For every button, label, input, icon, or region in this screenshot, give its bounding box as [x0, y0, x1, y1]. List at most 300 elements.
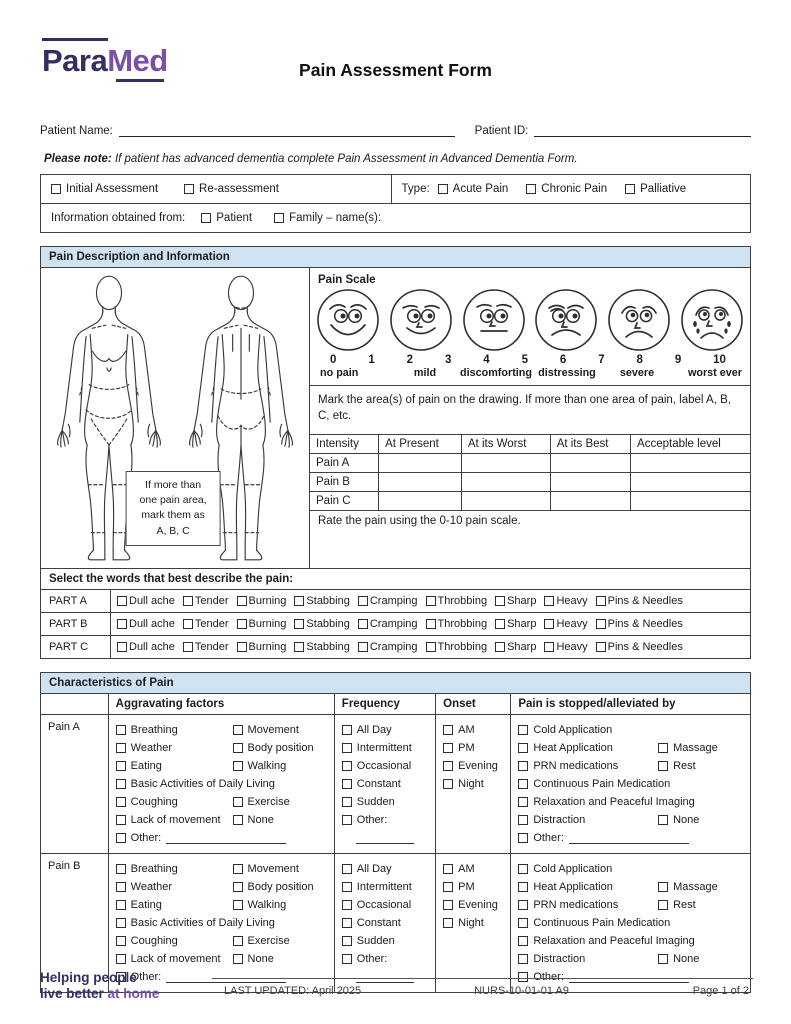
type-label: Type: [401, 183, 430, 195]
patient-name-label: Patient Name: [40, 125, 113, 137]
intensity-row-pain-b [310, 473, 750, 492]
intensity-cell-pain-a-at-its-worst[interactable] [461, 454, 550, 473]
checkbox-label-other: Other: [356, 814, 388, 826]
checkbox-label-patient: Patient [216, 212, 253, 224]
checkbox-pain-b-onset-evening[interactable] [443, 900, 453, 910]
information-source-row [41, 204, 750, 232]
footer-meta [212, 978, 753, 997]
checkbox-label-dull-ache: Dull ache [129, 641, 175, 653]
intensity-cell-pain-a-at-its-best[interactable] [550, 454, 630, 473]
checkbox-label-none: None [247, 814, 274, 826]
checkbox-pain-a-alleviated-distraction[interactable] [518, 815, 528, 825]
checkbox-label-breathing: Breathing [130, 724, 178, 736]
checkbox-info-from-patient[interactable] [201, 213, 211, 223]
checkbox-label-pins-needles: Pins & Needles [607, 618, 683, 630]
intensity-row-label: Pain B [310, 473, 379, 492]
checkbox-label-heavy: Heavy [556, 641, 588, 653]
checkbox-pain-a-alleviated-rest[interactable] [658, 761, 668, 771]
checkbox-pain-b-frequency-sudden[interactable] [342, 936, 352, 946]
checkbox-label-other: Other: [130, 832, 162, 844]
checkbox-label-movement: Movement [247, 724, 299, 736]
checkbox-pain-b-aggravating-coughing[interactable] [116, 936, 126, 946]
checkbox-label-basic-activities-of-daily-living: Basic Activities of Daily Living [130, 778, 275, 790]
descriptor-rows [41, 589, 750, 658]
checkbox-label-none: None [247, 953, 274, 965]
checkbox-pain-b-onset-night[interactable] [443, 918, 453, 928]
checkbox-pain-a-onset-pm[interactable] [443, 743, 453, 753]
checkbox-pain-b-aggravating-weather[interactable] [116, 882, 126, 892]
checkbox-part-b-tender[interactable] [183, 619, 193, 629]
checkbox-pain-b-onset-am[interactable] [443, 864, 453, 874]
intensity-cell-pain-c-at-present[interactable] [379, 492, 462, 511]
checkbox-label-massage: Massage [673, 881, 718, 893]
pain-face-distressing-icon [534, 288, 598, 352]
frequency-cell-pain-a [334, 715, 435, 853]
checkbox-part-c-throbbing[interactable] [426, 642, 436, 652]
checkbox-pain-a-aggravating-breathing[interactable] [116, 725, 126, 735]
scale-label-worst-ever: worst ever [687, 367, 742, 379]
checkbox-label-initial-assessment: Initial Assessment [66, 183, 159, 195]
checkbox-label-stabbing: Stabbing [306, 618, 350, 630]
checkbox-pain-a-aggravating-none[interactable] [233, 815, 243, 825]
checkbox-pain-b-alleviated-distraction[interactable] [518, 954, 528, 964]
checkbox-label-evening: Evening [458, 899, 498, 911]
dementia-note [40, 153, 751, 165]
intensity-row-label: Pain C [310, 492, 379, 511]
intensity-row-pain-c [310, 492, 750, 511]
checkbox-label-intermittent: Intermittent [356, 881, 412, 893]
scale-number-2: 2 [406, 354, 414, 366]
checkbox-label-intermittent: Intermittent [356, 742, 412, 754]
checkbox-part-c-stabbing[interactable] [294, 642, 304, 652]
checkbox-part-a-tender[interactable] [183, 596, 193, 606]
checkbox-label-throbbing: Throbbing [437, 618, 488, 630]
checkbox-label-chronic-pain: Chronic Pain [541, 183, 608, 195]
checkbox-label-stabbing: Stabbing [306, 595, 350, 607]
checkbox-label-palliative: Palliative [640, 183, 687, 195]
descriptor-row-part-a [41, 589, 750, 612]
checkbox-pain-a-aggravating-movement[interactable] [233, 725, 243, 735]
checkbox-pain-b-aggravating-breathing[interactable] [116, 864, 126, 874]
scale-number-3: 3 [444, 354, 452, 366]
pain-scale-title: Pain Scale [318, 274, 376, 286]
checkbox-label-eating: Eating [130, 760, 162, 772]
intensity-table [310, 434, 750, 511]
checkbox-label-sharp: Sharp [507, 641, 537, 653]
scale-number-0: 0 [330, 354, 337, 366]
characteristics-row-pain-a [41, 715, 750, 853]
checkbox-pain-b-alleviated-prn-medications[interactable] [518, 900, 528, 910]
scale-label-discomforting: discomforting [460, 367, 532, 379]
checkbox-label-walking: Walking [247, 760, 287, 772]
checkbox-label-night: Night [458, 778, 484, 790]
intensity-header-acceptable-level: Acceptable level [631, 435, 750, 454]
intensity-header-at-its-best: At its Best [550, 435, 630, 454]
checkbox-label-distraction: Distraction [533, 953, 586, 965]
checkbox-label-all-day: All Day [356, 863, 392, 875]
pain-scale-numbers [310, 352, 750, 366]
descriptor-row-label: PART A [41, 590, 111, 612]
checkbox-label-pins-needles: Pins & Needles [607, 595, 683, 607]
checkbox-part-c-burning[interactable] [237, 642, 247, 652]
checkbox-label-burning: Burning [248, 641, 287, 653]
checkbox-pain-a-frequency-all-day[interactable] [342, 725, 352, 735]
other-write-line-pain-a-aggravating[interactable] [166, 833, 286, 844]
scale-number-10: 10 [713, 354, 726, 366]
checkbox-pain-b-aggravating-eating[interactable] [116, 900, 126, 910]
pain-face-mild-icon [389, 288, 453, 352]
checkbox-pain-a-alleviated-none[interactable] [658, 815, 668, 825]
checkbox-label-continuous-pain-medication: Continuous Pain Medication [533, 917, 671, 929]
onset-cell-pain-a [435, 715, 510, 853]
checkbox-label-burning: Burning [248, 595, 287, 607]
checkbox-label-constant: Constant [356, 778, 401, 790]
checkbox-pain-b-aggravating-body-position[interactable] [233, 882, 243, 892]
checkbox-label-eating: Eating [130, 899, 162, 911]
pain-type-cell [391, 175, 750, 203]
char-header-onset: Onset [435, 694, 510, 714]
checkbox-pain-a-aggravating-other[interactable] [116, 833, 126, 843]
checkbox-part-b-burning[interactable] [237, 619, 247, 629]
intensity-cell-pain-b-acceptable-level[interactable] [631, 473, 750, 492]
checkbox-label-am: AM [458, 863, 475, 875]
checkbox-part-c-cramping[interactable] [358, 642, 368, 652]
pain-scale-labels [310, 366, 750, 385]
checkbox-label-tender: Tender [194, 595, 229, 607]
information-source-label: Information obtained from: [51, 212, 186, 224]
checkbox-label-body-position: Body position [247, 881, 314, 893]
checkbox-label-dull-ache: Dull ache [129, 595, 175, 607]
tagline [40, 970, 212, 1002]
checkbox-label-coughing: Coughing [130, 935, 178, 947]
scale-number-5: 5 [521, 354, 528, 366]
intensity-header-row [310, 435, 750, 454]
checkbox-pain-a-alleviated-prn-medications[interactable] [518, 761, 528, 771]
checkbox-label-am: AM [458, 724, 475, 736]
checkbox-pain-a-alleviated-relaxation-and-peaceful-imaging[interactable] [518, 797, 528, 807]
checkbox-label-breathing: Breathing [130, 863, 178, 875]
checkbox-pain-b-aggravating-lack-of-movement[interactable] [116, 954, 126, 964]
checkbox-pain-a-alleviated-other[interactable] [518, 833, 528, 843]
checkbox-pain-a-alleviated-massage[interactable] [658, 743, 668, 753]
patient-identification-row [40, 124, 751, 137]
checkbox-part-c-heavy[interactable] [544, 642, 554, 652]
checkbox-part-a-pins-needles[interactable] [596, 596, 606, 606]
checkbox-part-c-tender[interactable] [183, 642, 193, 652]
scale-number-6: 6 [559, 354, 567, 366]
checkbox-pain-b-frequency-intermittent[interactable] [342, 882, 352, 892]
checkbox-label-tender: Tender [194, 641, 229, 653]
checkbox-type-palliative[interactable] [625, 184, 635, 194]
checkbox-label-occasional: Occasional [356, 899, 412, 911]
tagline-line1: Helping people [40, 969, 137, 985]
patient-id-label: Patient ID: [474, 125, 529, 137]
scale-number-8: 8 [636, 354, 643, 366]
checkbox-label-exercise: Exercise [247, 796, 290, 808]
checkbox-label-pins-needles: Pins & Needles [607, 641, 683, 653]
checkbox-label-family-name-s: Family – name(s): [289, 212, 382, 224]
intensity-cell-pain-c-at-its-worst[interactable] [461, 492, 550, 511]
checkbox-label-heavy: Heavy [556, 618, 588, 630]
char-header-alleviated: Pain is stopped/alleviated by [510, 694, 750, 714]
checkbox-label-rest: Rest [673, 899, 696, 911]
checkbox-pain-a-frequency-other[interactable] [342, 815, 352, 825]
checkbox-pain-a-onset-evening[interactable] [443, 761, 453, 771]
checkbox-part-b-pins-needles[interactable] [596, 619, 606, 629]
checkbox-label-exercise: Exercise [247, 935, 290, 947]
char-row-label: Pain A [48, 721, 80, 733]
patient-id-field[interactable] [534, 124, 751, 137]
intensity-header-intensity: Intensity [310, 435, 379, 454]
checkbox-pain-a-aggravating-body-position[interactable] [233, 743, 243, 753]
checkbox-pain-a-aggravating-weather[interactable] [116, 743, 126, 753]
logo-rule-bottom [116, 79, 164, 82]
checkbox-label-lack-of-movement: Lack of movement [130, 953, 221, 965]
descriptor-row-part-b [41, 612, 750, 635]
rate-pain-note: Rate the pain using the 0-10 pain scale. [318, 515, 521, 528]
document-id: NURS-10-01-01 A9 [474, 984, 569, 997]
characteristics-column-headers [41, 694, 750, 715]
checkbox-info-from-family-name-s[interactable] [274, 213, 284, 223]
checkbox-pain-a-aggravating-coughing[interactable] [116, 797, 126, 807]
checkbox-part-b-dull-ache[interactable] [117, 619, 127, 629]
pain-description-header: Pain Description and Information [41, 247, 750, 268]
checkbox-pain-b-aggravating-basic-activities-of-daily-living[interactable] [116, 918, 126, 928]
checkbox-pain-b-aggravating-exercise[interactable] [233, 936, 243, 946]
characteristics-rows [41, 715, 750, 992]
checkbox-part-b-throbbing[interactable] [426, 619, 436, 629]
checkbox-label-occasional: Occasional [356, 760, 412, 772]
intensity-cell-pain-b-at-its-best[interactable] [550, 473, 630, 492]
body-diagram-panel[interactable] [41, 268, 310, 568]
information-source-options [201, 212, 381, 224]
checkbox-label-sudden: Sudden [356, 935, 395, 947]
checkbox-label-weather: Weather [130, 742, 173, 754]
intensity-row-pain-a [310, 454, 750, 473]
checkbox-label-relaxation-and-peaceful-imaging: Relaxation and Peaceful Imaging [533, 935, 695, 947]
checkbox-label-tender: Tender [194, 618, 229, 630]
checkbox-type-chronic-pain[interactable] [526, 184, 536, 194]
checkbox-pain-a-alleviated-continuous-pain-medication[interactable] [518, 779, 528, 789]
intensity-cell-pain-a-at-present[interactable] [379, 454, 462, 473]
checkbox-part-c-dull-ache[interactable] [117, 642, 127, 652]
checkbox-part-b-stabbing[interactable] [294, 619, 304, 629]
checkbox-pain-a-frequency-intermittent[interactable] [342, 743, 352, 753]
descriptor-words [111, 590, 750, 612]
paramed-logo [42, 38, 168, 82]
descriptor-title: Select the words that best describe the pain: [41, 568, 750, 589]
checkbox-pain-a-frequency-constant[interactable] [342, 779, 352, 789]
checkbox-pain-a-aggravating-exercise[interactable] [233, 797, 243, 807]
assessment-options-cell [41, 175, 391, 203]
descriptor-row-label: PART C [41, 636, 111, 658]
checkbox-label-walking: Walking [247, 899, 287, 911]
checkbox-pain-a-frequency-sudden[interactable] [342, 797, 352, 807]
checkbox-label-sudden: Sudden [356, 796, 395, 808]
page-number: Page 1 of 2 [692, 984, 749, 997]
checkbox-label-heat-application: Heat Application [533, 881, 613, 893]
checkbox-pain-b-aggravating-walking[interactable] [233, 900, 243, 910]
intensity-cell-pain-a-acceptable-level[interactable] [631, 454, 750, 473]
checkbox-part-c-pins-needles[interactable] [596, 642, 606, 652]
intensity-header-at-present: At Present [379, 435, 462, 454]
pain-description-section [40, 246, 751, 659]
checkbox-label-heat-application: Heat Application [533, 742, 613, 754]
scale-label-no-pain: no pain [320, 367, 359, 379]
patient-name-field[interactable] [119, 124, 455, 137]
checkbox-label-heavy: Heavy [556, 595, 588, 607]
checkbox-pain-a-aggravating-eating[interactable] [116, 761, 126, 771]
intensity-cell-pain-b-at-present[interactable] [379, 473, 462, 492]
checkbox-pain-a-onset-am[interactable] [443, 725, 453, 735]
checkbox-pain-b-aggravating-none[interactable] [233, 954, 243, 964]
form-header [40, 38, 751, 110]
last-updated: LAST UPDATED: April 2025 [224, 984, 362, 997]
checkbox-pain-b-alleviated-rest[interactable] [658, 900, 668, 910]
checkbox-pain-b-aggravating-movement[interactable] [233, 864, 243, 874]
checkbox-label-all-day: All Day [356, 724, 392, 736]
checkbox-part-a-burning[interactable] [237, 596, 247, 606]
scale-number-7: 7 [598, 354, 605, 366]
other-write-line-pain-a-frequency[interactable] [356, 833, 414, 844]
checkbox-part-b-cramping[interactable] [358, 619, 368, 629]
logo-text-med: Med [107, 43, 168, 78]
checkbox-label-other: Other: [533, 832, 564, 844]
checkbox-label-cramping: Cramping [369, 618, 418, 630]
note-prefix: Please note: [44, 153, 112, 165]
checkbox-label-basic-activities-of-daily-living: Basic Activities of Daily Living [130, 917, 275, 929]
checkbox-label-weather: Weather [130, 881, 173, 893]
checkbox-pain-a-aggravating-basic-activities-of-daily-living[interactable] [116, 779, 126, 789]
checkbox-pain-b-alleviated-continuous-pain-medication[interactable] [518, 918, 528, 928]
checkbox-label-night: Night [458, 917, 484, 929]
checkbox-part-a-sharp[interactable] [495, 596, 505, 606]
checkbox-part-a-throbbing[interactable] [426, 596, 436, 606]
intensity-cell-pain-b-at-its-worst[interactable] [461, 473, 550, 492]
checkbox-label-throbbing: Throbbing [437, 641, 488, 653]
char-row-label: Pain B [48, 860, 81, 872]
checkbox-label-constant: Constant [356, 917, 401, 929]
intensity-cell-pain-c-at-its-best[interactable] [550, 492, 630, 511]
pain-scale-faces [310, 286, 750, 352]
descriptor-row-label: PART B [41, 613, 111, 635]
scale-number-1: 1 [368, 354, 375, 366]
aggravating-cell-pain-a [108, 715, 334, 853]
checkbox-label-relaxation-and-peaceful-imaging: Relaxation and Peaceful Imaging [533, 796, 695, 808]
scale-number-4: 4 [483, 354, 490, 366]
checkbox-pain-a-frequency-occasional[interactable] [342, 761, 352, 771]
checkbox-part-c-sharp[interactable] [495, 642, 505, 652]
checkbox-label-dull-ache: Dull ache [129, 618, 175, 630]
checkbox-label-other: Other: [356, 953, 388, 965]
tagline-line2-purple: at home [103, 985, 160, 1001]
checkbox-label-sharp: Sharp [507, 618, 537, 630]
checkbox-pain-b-alleviated-cold-application[interactable] [518, 864, 528, 874]
checkbox-pain-b-alleviated-relaxation-and-peaceful-imaging[interactable] [518, 936, 528, 946]
checkbox-pain-a-alleviated-cold-application[interactable] [518, 725, 528, 735]
checkbox-label-lack-of-movement: Lack of movement [130, 814, 221, 826]
checkbox-label-body-position: Body position [247, 742, 314, 754]
checkbox-part-b-sharp[interactable] [495, 619, 505, 629]
checkbox-label-prn-medications: PRN medications [533, 760, 619, 772]
descriptor-row-part-c [41, 635, 750, 658]
descriptor-words [111, 613, 750, 635]
checkbox-pain-b-alleviated-none[interactable] [658, 954, 668, 964]
checkbox-label-other: Other: [130, 971, 162, 983]
checkbox-label-other: Other: [533, 971, 564, 983]
intensity-header-at-its-worst: At its Worst [461, 435, 550, 454]
checkbox-part-a-heavy[interactable] [544, 596, 554, 606]
checkbox-part-b-heavy[interactable] [544, 619, 554, 629]
checkbox-label-re-assessment: Re-assessment [199, 183, 279, 195]
checkbox-label-cramping: Cramping [369, 641, 418, 653]
checkbox-pain-b-frequency-other[interactable] [342, 954, 352, 964]
scale-label-mild: mild [413, 367, 437, 379]
checkbox-assessment-initial-assessment[interactable] [51, 184, 61, 194]
characteristics-header: Characteristics of Pain [41, 673, 750, 694]
checkbox-label-prn-medications: PRN medications [533, 899, 619, 911]
checkbox-pain-b-alleviated-massage[interactable] [658, 882, 668, 892]
pain-face-discomforting-icon [462, 288, 526, 352]
checkbox-label-massage: Massage [673, 742, 718, 754]
checkbox-label-distraction: Distraction [533, 814, 586, 826]
body-diagram-note: If more than one pain area, mark them as A, B, C [126, 471, 221, 546]
checkbox-part-a-cramping[interactable] [358, 596, 368, 606]
checkbox-part-a-stabbing[interactable] [294, 596, 304, 606]
alleviated-cell-pain-a [510, 715, 750, 853]
checkbox-label-none: None [673, 953, 700, 965]
checkbox-label-pm: PM [458, 881, 475, 893]
tagline-line2-navy: live better [40, 985, 104, 1001]
checkbox-type-acute-pain[interactable] [438, 184, 448, 194]
checkbox-assessment-re-assessment[interactable] [184, 184, 194, 194]
checkbox-label-continuous-pain-medication: Continuous Pain Medication [533, 778, 671, 790]
checkbox-pain-b-alleviated-heat-application[interactable] [518, 882, 528, 892]
char-header-frequency: Frequency [334, 694, 435, 714]
checkbox-pain-a-onset-night[interactable] [443, 779, 453, 789]
pain-type-options [438, 183, 687, 195]
char-header-aggravating: Aggravating factors [108, 694, 334, 714]
intensity-cell-pain-c-acceptable-level[interactable] [631, 492, 750, 511]
checkbox-label-sharp: Sharp [507, 595, 537, 607]
checkbox-pain-b-frequency-constant[interactable] [342, 918, 352, 928]
checkbox-label-cold-application: Cold Application [533, 724, 613, 736]
assessment-type-table [40, 174, 751, 233]
checkbox-label-burning: Burning [248, 618, 287, 630]
checkbox-label-stabbing: Stabbing [306, 641, 350, 653]
checkbox-pain-b-frequency-occasional[interactable] [342, 900, 352, 910]
checkbox-label-rest: Rest [673, 760, 696, 772]
checkbox-label-evening: Evening [458, 760, 498, 772]
logo-rule-top [42, 38, 108, 41]
checkbox-pain-b-frequency-all-day[interactable] [342, 864, 352, 874]
checkbox-pain-a-aggravating-walking[interactable] [233, 761, 243, 771]
logo-text-para: Para [42, 43, 108, 78]
checkbox-part-a-dull-ache[interactable] [117, 596, 127, 606]
scale-label-distressing: distressing [538, 367, 596, 379]
checkbox-label-cold-application: Cold Application [533, 863, 613, 875]
other-write-line-pain-a-alleviated[interactable] [569, 833, 689, 844]
pain-face-worst-ever-icon [680, 288, 744, 352]
checkbox-pain-a-aggravating-lack-of-movement[interactable] [116, 815, 126, 825]
checkbox-pain-a-alleviated-heat-application[interactable] [518, 743, 528, 753]
checkbox-label-none: None [673, 814, 700, 826]
page-footer [40, 970, 753, 1002]
char-header-empty [41, 694, 108, 714]
checkbox-pain-b-onset-pm[interactable] [443, 882, 453, 892]
pain-face-severe-icon [607, 288, 671, 352]
checkbox-label-cramping: Cramping [369, 595, 418, 607]
